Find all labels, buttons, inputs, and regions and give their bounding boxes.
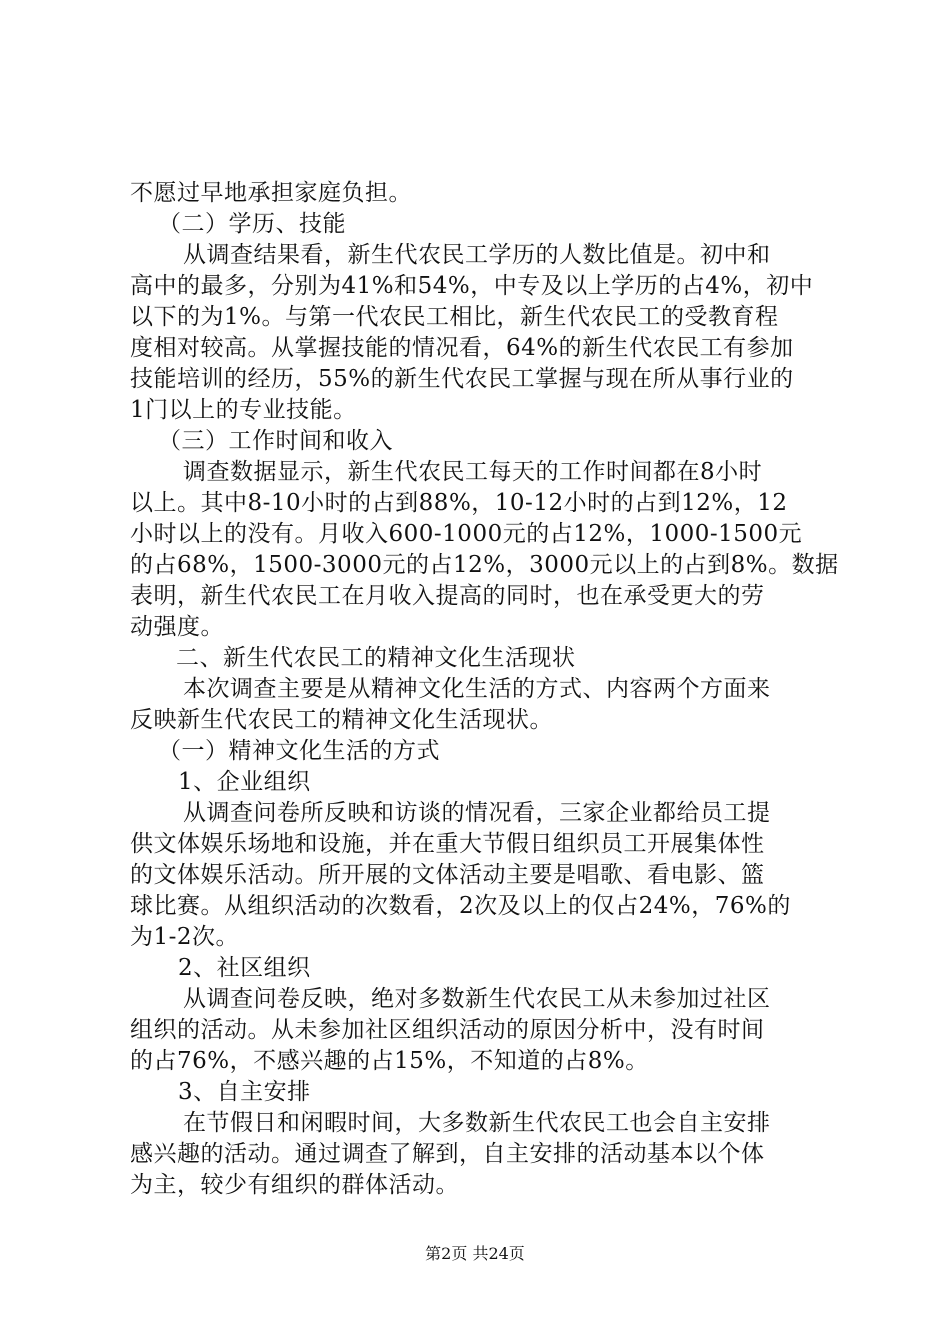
text-line: 的文体娱乐活动。所开展的文体活动主要是唱歌、看电影、篮 [130,862,765,888]
page-number-footer: 第2页 共24页 [425,1244,525,1263]
text-line: 表明，新生代农民工在月收入提高的同时，也在承受更大的劳 [130,583,765,609]
text-line: 以下的为1%。与第一代农民工相比，新生代农民工的受教育程 [130,304,779,330]
text-line: 从调查问卷所反映和访谈的情况看，三家企业都给员工提 [183,800,771,826]
section-heading: （一）精神文化生活的方式 [158,738,440,764]
text-line: 以上。其中8-10小时的占到88%，10-12小时的占到12%，12 [130,490,788,516]
text-line: 技能培训的经历，55%的新生代农民工掌握与现在所从事行业的 [130,366,794,392]
text-line: 组织的活动。从未参加社区组织活动的原因分析中，没有时间 [130,1017,765,1043]
text-line: 从调查结果看，新生代农民工学历的人数比值是。初中和 [183,242,771,268]
text-line: 球比赛。从组织活动的次数看，2次及以上的仅占24%，76%的 [130,893,791,919]
text-line: 的占68%，1500-3000元的占12%，3000元以上的占到8%。数据 [130,552,839,578]
text-line: 感兴趣的活动。通过调查了解到，自主安排的活动基本以个体 [130,1141,765,1167]
text-line: 供文体娱乐场地和设施，并在重大节假日组织员工开展集体性 [130,831,765,857]
text-line: 的占76%，不感兴趣的占15%，不知道的占8%。 [130,1048,649,1074]
text-line: 调查数据显示，新生代农民工每天的工作时间都在8小时 [183,459,763,485]
text-line: 在节假日和闲暇时间，大多数新生代农民工也会自主安排 [183,1110,771,1136]
text-line: 高中的最多，分别为41%和54%，中专及以上学历的占4%，初中 [130,273,814,299]
section-heading: （二）学历、技能 [158,211,346,237]
text-line: 从调查问卷反映，绝对多数新生代农民工从未参加过社区 [183,986,771,1012]
text-line: 1门以上的专业技能。 [130,397,357,423]
text-line: 度相对较高。从掌握技能的情况看，64%的新生代农民工有参加 [130,335,794,361]
text-line: 小时以上的没有。月收入600-1000元的占12%，1000-1500元 [130,521,803,547]
text-line: 反映新生代农民工的精神文化生活现状。 [130,707,553,733]
text-line: 不愿过早地承担家庭负担。 [130,180,412,206]
section-heading: 3、自主安排 [178,1079,311,1105]
section-heading: （三）工作时间和收入 [158,428,393,454]
text-line: 为主，较少有组织的群体活动。 [130,1172,459,1198]
text-line: 为1-2次。 [130,924,240,950]
text-line: 动强度。 [130,614,224,640]
section-heading: 2、社区组织 [178,955,311,981]
text-line: 本次调查主要是从精神文化生活的方式、内容两个方面来 [183,676,771,702]
section-heading: 二、新生代农民工的精神文化生活现状 [176,645,576,671]
section-heading: 1、企业组织 [178,769,311,795]
